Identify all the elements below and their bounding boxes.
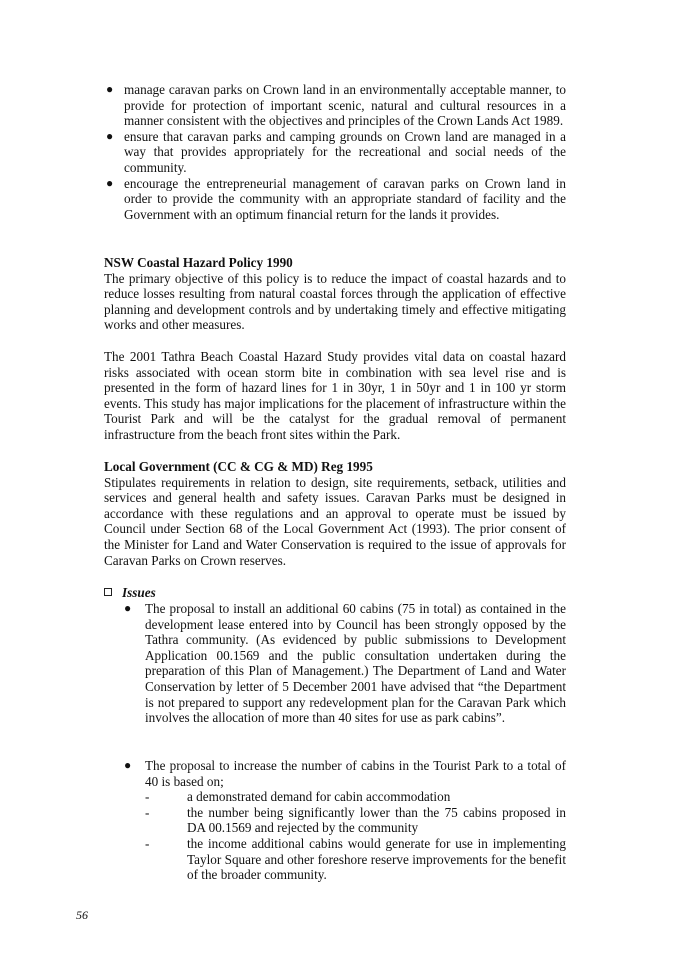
- local-government-heading: Local Government (CC & CG & MD) Reg 1995: [104, 459, 373, 474]
- page-number: 56: [76, 908, 88, 922]
- hazard-study-section: [104, 349, 566, 443]
- dash-icon: -: [145, 804, 150, 820]
- local-government-section: [104, 459, 566, 568]
- bullet-icon: ●: [106, 82, 114, 96]
- coastal-hazard-paragraph-2: The 2001 Tathra Beach Coastal Hazard Study provides vital data on coastal hazard risks associated with ocean storm bite in combination with sea level rise and is presented in the form of hazard lines for 1 in 30yr, 1 in 50yr and 1 in 100 yr storm events. This study has major implications for the placement of infrastructure within the Tourist Park and will be the catalyst for the gradual removal of permanent infrastructure from the beach front sites within the Park.: [104, 349, 566, 442]
- bullet-icon: ●: [106, 175, 114, 190]
- list-item: [104, 176, 566, 223]
- coastal-hazard-section: [104, 255, 566, 333]
- dash-icon: -: [145, 789, 150, 805]
- bullet-icon: ●: [124, 601, 132, 615]
- intro-bullet-list: [104, 82, 566, 222]
- list-item: [104, 129, 566, 176]
- list-item: [145, 836, 566, 883]
- issue-item-2: [124, 758, 566, 883]
- issue-item-1: [124, 601, 566, 726]
- issue-item-2-text: The proposal to increase the number of cabins in the Tourist Park to a total of 40 is based on;: [145, 758, 566, 789]
- issues-heading: [104, 585, 156, 601]
- issue-sublist: [145, 789, 566, 883]
- dash-icon: -: [145, 835, 150, 851]
- sublist-item-text: the income additional cabins would generate for use in implementing Taylor Square and other foreshore reserve improvements for the benefit of the broader community.: [187, 835, 566, 883]
- sublist-item-text: a demonstrated demand for cabin accommodation: [187, 789, 451, 805]
- checkbox-bullet-icon: [104, 588, 112, 596]
- list-item: [104, 82, 566, 129]
- issues-heading-text: Issues: [122, 585, 156, 600]
- list-item-text: manage caravan parks on Crown land in an environmentally acceptable manner, to provide for protection of important scenic, natural and cultural resources in a manner consistent with the objectives and principles of the Crown Lands Act 1989.: [124, 82, 566, 129]
- bullet-icon: ●: [106, 128, 114, 143]
- list-item: [145, 789, 566, 805]
- sublist-item-text: the number being significantly lower than the 75 cabins proposed in DA 00.1569 and rejected by the community: [187, 804, 566, 836]
- coastal-hazard-heading: NSW Coastal Hazard Policy 1990: [104, 255, 293, 270]
- issue-item-1-text: The proposal to install an additional 60 cabins (75 in total) as contained in the development lease entered into by Council has been strongly opposed by the Tathra community. (As evidenced by public submissions to Development Application 00.1569 and the public consultation undertaken during the preparation of this Plan of Management.) The Department of Land and Water Conservation by letter of 5 December 2001 have advised that “the Department is not prepared to support any redevelopment plan for the Caravan Park which involves the allocation of more than 40 sites for use as park cabins”.: [145, 601, 566, 726]
- list-item: [145, 805, 566, 836]
- bullet-icon: ●: [124, 758, 132, 772]
- local-government-paragraph: Stipulates requirements in relation to design, site requirements, setback, utilities and services and general health and safety issues. Caravan Parks must be designed in accordance with these regulations and an approval to operate must be issued by Council under Section 68 of the Local Government Act (1993). The prior consent of the Minister for Land and Water Conservation is required to the issue of approvals for Caravan Parks on Crown reserves.: [104, 474, 566, 568]
- coastal-hazard-paragraph-1: The primary objective of this policy is to reduce the impact of coastal hazards and to reduce losses resulting from natural coastal forces through the application of effective planning and development controls and by undertaking timely and effective mitigating works and other measures.: [104, 270, 566, 333]
- list-item-text: ensure that caravan parks and camping grounds on Crown land are managed in a way that provides appropriately for the recreational and social needs of the community.: [124, 128, 566, 175]
- list-item-text: encourage the entrepreneurial management of caravan parks on Crown land in order to provide the community with an appropriate standard of facility and the Government with an optimum financial return for the lands it provides.: [124, 175, 566, 222]
